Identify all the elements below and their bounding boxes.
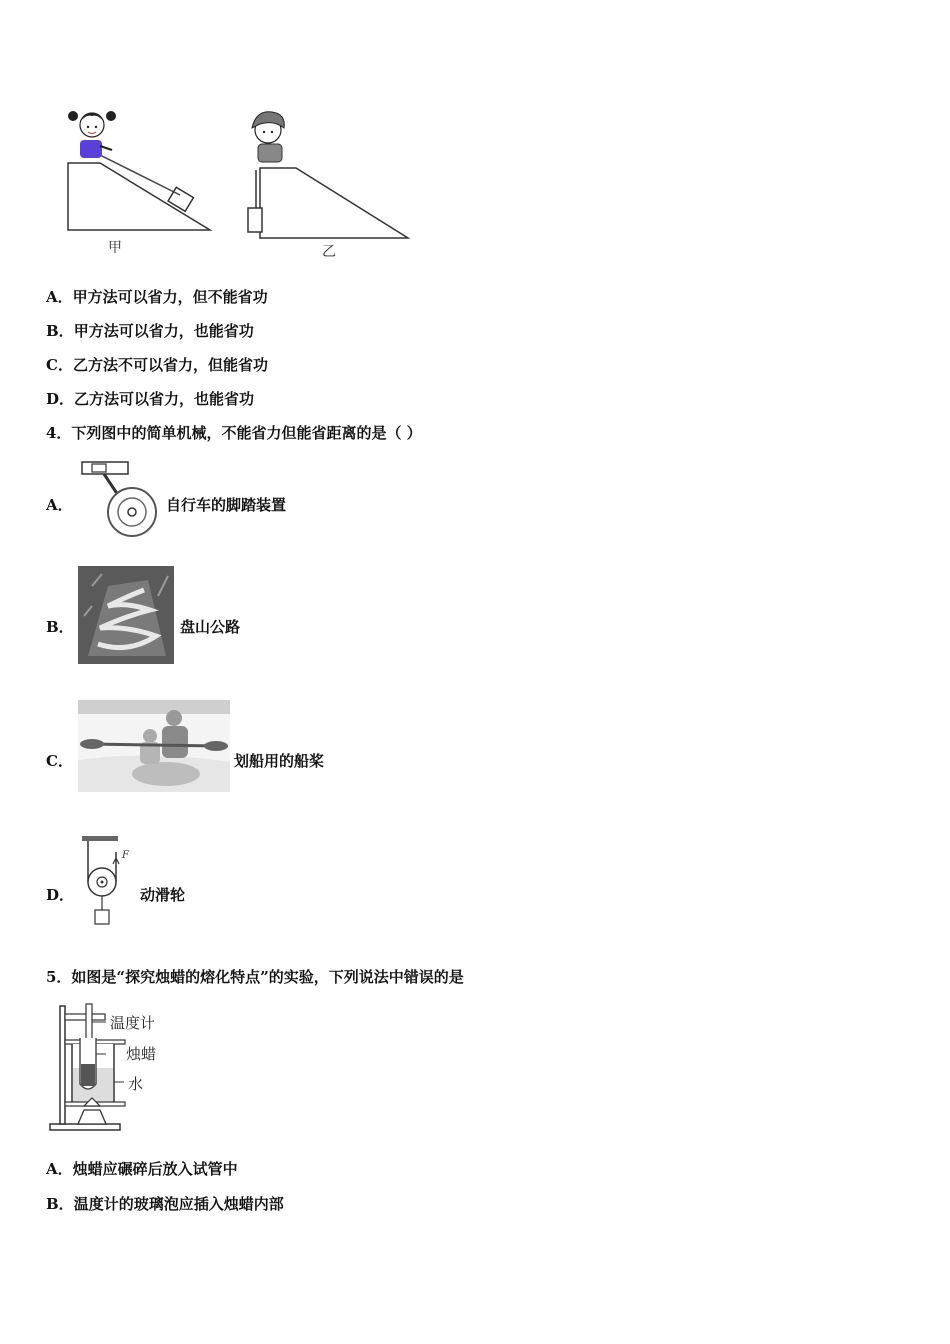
option-text: 温度计的玻璃泡应插入烛蜡内部 bbox=[73, 1195, 284, 1213]
q4-stem: 4．下列图中的简单机械，不能省力但能省距离的是（ ） bbox=[46, 424, 422, 442]
q4-option-d-caption: 动滑轮 bbox=[140, 886, 186, 904]
boy-figure bbox=[252, 112, 284, 162]
option-letter: A． bbox=[46, 288, 73, 306]
pulley-force-label: F bbox=[122, 850, 129, 861]
q3-option-d[interactable] bbox=[46, 388, 254, 409]
option-text: 乙方法可以省力，也能省功 bbox=[74, 390, 255, 408]
ramp-jia bbox=[68, 152, 210, 230]
option-text: 甲方法可以省力，但不能省功 bbox=[72, 288, 268, 306]
option-letter: D． bbox=[46, 390, 75, 408]
option-letter: B． bbox=[46, 322, 74, 340]
q4-option-c-caption: 划船用的船桨 bbox=[234, 752, 325, 770]
q5-option-a[interactable] bbox=[46, 1158, 238, 1179]
q5-option-b[interactable] bbox=[46, 1193, 284, 1214]
option-letter: C． bbox=[46, 356, 73, 374]
q4-option-c-letter[interactable]: C． bbox=[46, 752, 73, 770]
q4-option-d-letter[interactable]: D． bbox=[46, 886, 75, 904]
q4-option-b-letter[interactable]: B． bbox=[46, 618, 74, 636]
option-letter: A． bbox=[46, 1160, 73, 1178]
label-water: 水 bbox=[128, 1075, 144, 1093]
option-text: 乙方法不可以省力，但能省功 bbox=[72, 356, 268, 374]
option-letter: B． bbox=[46, 1195, 74, 1213]
option-text: 烛蜡应碾碎后放入试管中 bbox=[72, 1160, 238, 1178]
q3-label-yi: 乙 bbox=[322, 244, 336, 260]
bicycle-pedal-image bbox=[78, 458, 164, 540]
q4-option-a-letter[interactable]: A． bbox=[46, 496, 73, 514]
movable-pulley-image bbox=[78, 834, 138, 932]
option-text: 甲方法可以省力，也能省功 bbox=[73, 322, 254, 340]
label-thermometer: 温度计 bbox=[110, 1014, 156, 1032]
wax-melting-apparatus bbox=[48, 998, 178, 1134]
label-wax: 烛蜡 bbox=[126, 1045, 157, 1063]
q3-label-jia: 甲 bbox=[108, 240, 122, 256]
q3-option-c[interactable] bbox=[46, 354, 268, 375]
mountain-road-image bbox=[78, 566, 174, 664]
q3-option-a[interactable] bbox=[46, 286, 268, 307]
q5-stem: 5．如图是“探究烛蜡的熔化特点”的实验，下列说法中错误的是 bbox=[46, 968, 464, 986]
q3-figure bbox=[60, 100, 420, 265]
ramp-yi bbox=[248, 168, 408, 238]
q4-option-a-caption: 自行车的脚踏装置 bbox=[166, 496, 287, 514]
q4-option-b-caption: 盘山公路 bbox=[180, 618, 241, 636]
girl-figure bbox=[68, 111, 116, 158]
paddle-image bbox=[78, 700, 230, 792]
q3-option-b[interactable] bbox=[46, 320, 254, 341]
